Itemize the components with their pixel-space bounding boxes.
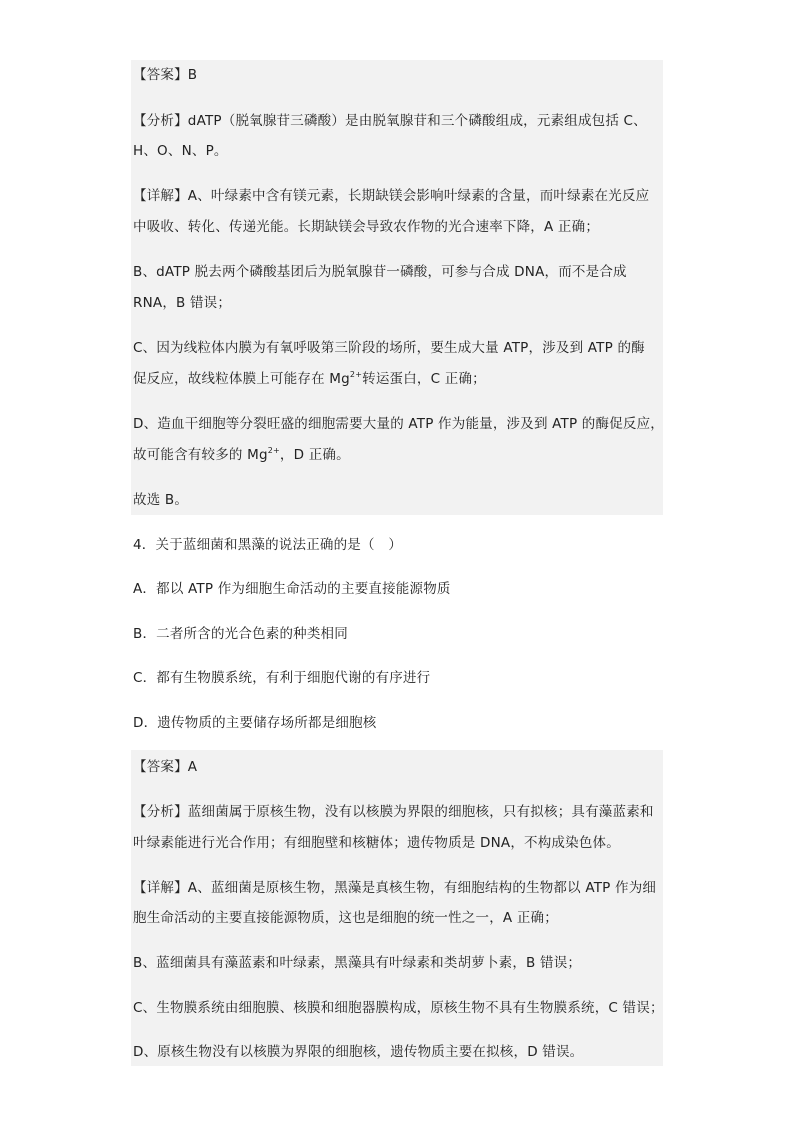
superscript: 2+ [349, 370, 363, 379]
detail-text: 促反应，故线粒体膜上可能存在 Mg [133, 371, 350, 387]
solution4-block [131, 750, 663, 1066]
answer-label: 【答案】B [133, 67, 198, 83]
detail-line: 中吸收、转化、传递光能。长期缺镁会导致农作物的光合速率下降，A 正确； [133, 219, 600, 235]
detail-text: ，D 正确。 [279, 447, 350, 463]
analysis-line: 叶绿素能进行光合作用；有细胞壁和核糖体；遗传物质是 DNA，不构成染色体。 [133, 835, 620, 851]
detail-line: C、因为线粒体内膜为有氧呼吸第三阶段的场所，要生成大量 ATP，涉及到 ATP 的酶 [133, 340, 645, 356]
analysis-line: 【分析】dATP（脱氧腺苷三磷酸）是由脱氧腺苷和三个磷酸组成，元素组成包括 C、 [133, 113, 647, 129]
option-a: A．都以 ATP 作为细胞生命活动的主要直接能源物质 [133, 581, 451, 597]
analysis-line: H、O、N、P。 [133, 143, 228, 159]
superscript: 2+ [267, 446, 280, 455]
detail-line: 【详解】A、叶绿素中含有镁元素，长期缺镁会影响叶绿素的含量，而叶绿素在光反应 [133, 188, 650, 204]
option-d: D．遗传物质的主要储存场所都是细胞核 [133, 715, 377, 731]
detail-line: D、原核生物没有以核膜为界限的细胞核，遗传物质主要在拟核，D 错误。 [133, 1044, 584, 1060]
detail-line: RNA，B 错误； [133, 295, 232, 311]
detail-line: B、蓝细菌具有藻蓝素和叶绿素，黑藻具有叶绿素和类胡萝卜素，B 错误； [133, 955, 582, 971]
detail-line: C、生物膜系统由细胞膜、核膜和细胞器膜构成，原核生物不具有生物膜系统，C 错误； [133, 1000, 664, 1016]
detail-line: B、dATP 脱去两个磷酸基团后为脱氧腺苷一磷酸，可参与合成 DNA，而不是合成 [133, 264, 627, 280]
detail-line [133, 370, 486, 388]
detail-line: 胞生命活动的主要直接能源物质，这也是细胞的统一性之一，A 正确； [133, 910, 558, 926]
analysis-line: 【分析】蓝细菌属于原核生物，没有以核膜为界限的细胞核，只有拟核；具有藻蓝素和 [133, 804, 654, 820]
detail-line [133, 446, 350, 464]
detail-text: 故可能含有较多的 Mg [133, 447, 268, 463]
answer-label: 【答案】A [133, 759, 198, 775]
question-stem: 4．关于蓝细菌和黑藻的说法正确的是（ ） [133, 537, 403, 553]
detail-line: 【详解】A、蓝细菌是原核生物，黑藻是真核生物，有细胞结构的生物都以 ATP 作为细 [133, 880, 657, 896]
option-c: C．都有生物膜系统，有利于细胞代谢的有序进行 [133, 670, 431, 686]
conclusion-line: 故选 B。 [133, 492, 189, 508]
detail-line: D、造血干细胞等分裂旺盛的细胞需要大量的 ATP 作为能量，涉及到 ATP 的酶促反应， [133, 416, 665, 432]
option-b: B．二者所含的光合色素的种类相同 [133, 626, 348, 642]
detail-text: 转运蛋白，C 正确； [362, 371, 486, 387]
